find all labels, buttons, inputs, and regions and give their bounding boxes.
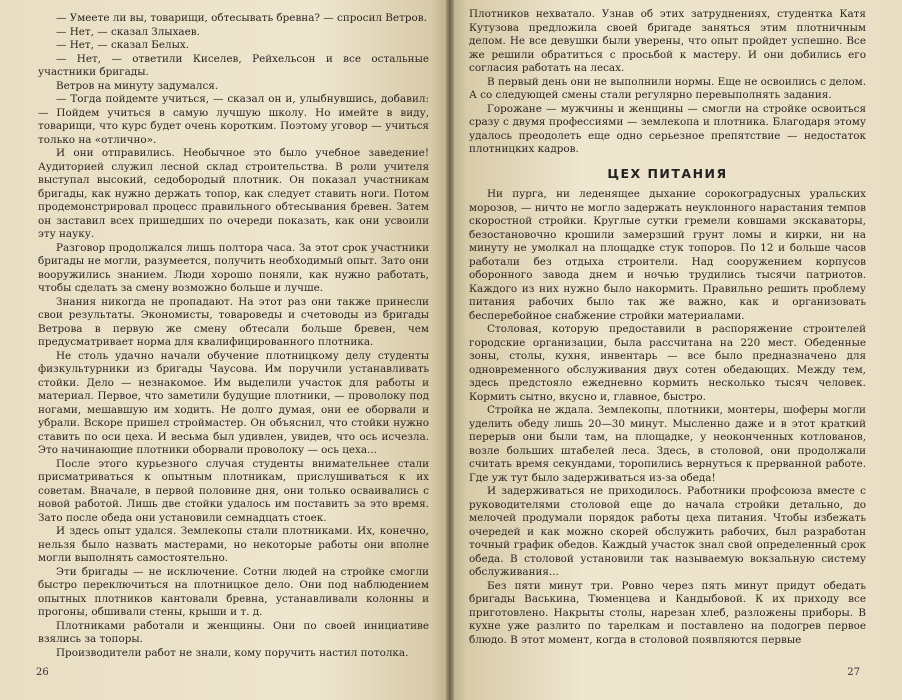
paragraph: Производители работ не знали, кому поручить настил потолка.	[56, 646, 409, 659]
paragraph: Горожане — мужчины и женщины — смогли на стройке освоиться сразу с двумя профессиями — землекопа и плотника. Благодаря этому удалось преодолеть еще одно серьезное препятствие — недостаток плотницких кадров.	[469, 102, 866, 155]
paragraph: — Тогда пойдемте учиться, — сказал он и, улыбнувшись, добавил: — Пойдем учиться в самую лучшую школу. Но имейте в виду, товарищи, что курс будет очень коротким. Поэтому уговор — учиться только на «отлично».	[38, 93, 429, 146]
right-page-text	[469, 8, 866, 647]
paragraph: И они отправились. Необычное это было учебное заведение! Аудиторией служил лесной склад строительства. В роли учителя выступал высокий, седобородый плотник. Он показал участникам бригады, как нужно держать топор, как следует ставить ноги. Потом продемонстрировал процесс правильного обтесывания бревен. Затем он заставил всех пришедших по очереди показать, как они усвоили эту науку.	[38, 147, 429, 240]
paragraph: — Нет, — сказал Белых.	[56, 39, 190, 51]
paragraph: Плотниками работали и женщины. Они по своей инициативе взялись за топоры.	[38, 619, 429, 645]
paragraph: Столовая, которую предоставили в распоряжение строителей городские организации, была рассчитана на 220 мест. Обеденные зоны, столы, кухня, инвентарь — все было предназначено для одновременного обслуживания двух сотен обедающих. Между тем, здесь предстояло ежедневно кормить несколько тысяч человек. Кормить сытно, вкусно и, главное, быстро.	[469, 323, 866, 403]
paragraph: Без пяти минут три. Ровно через пять минут придут обедать бригады Васькина, Тюменцева и Кандыбовой. К их приходу все приготовлено. Накрыты столы, нарезан хлеб, разложены приборы. В кухне уже разлито по тарелкам и поставлено на подогрев первое блюдо. В этот момент, когда в столовой появляются первые	[469, 579, 866, 646]
paragraph: Плотников нехватало. Узнав об этих затруднениях, студентка Катя Кутузова предложила своей бригаде заняться этим плотничным делом. Не все девушки были уверены, что опыт пройдет успешно. Все же решили обратиться с просьбой к мастеру. И они добились его согласия работать на лесах.	[469, 8, 866, 74]
paragraph: — Умеете ли вы, товарищи, обтесывать бревна? — спросил Ветров.	[56, 12, 427, 24]
page-number: 26	[36, 667, 49, 678]
paragraph: Разговор продолжался лишь полтора часа. За этот срок участники бригады не могли, разумеется, получить необходимый опыт. Зато они вооружились знанием. Люди хорошо поняли, как нужно работать, чтобы сделать за смену возможно больше и лучше.	[38, 241, 429, 294]
left-page-text	[38, 12, 429, 660]
paragraph: Стройка не ждала. Землекопы, плотники, монтеры, шоферы могли уделить обеду лишь 20—30 минут. Мысленно даже и в этот краткий перерыв они были там, на площадке, у неоконченных котлованов, возле больших штабелей леса. Здесь, в столовой, они продолжали считать время секундами, торопились вернуться к прерванной работе. Где уж тут было задерживаться из-за обеда!	[469, 404, 866, 484]
paragraph: И задерживаться не приходилось. Работники профсоюза вместе с руководителями столовой еще до начала стройки детально, до мелочей продумали порядок работы цеха питания. Чтобы избежать очередей и как можно скорей обслужить рабочих, был разработан точный график обедов. Каждый участок знал свой определенный срок обеда. В столовой установили так называемую вокзальную систему обслуживания...	[469, 485, 866, 578]
paragraph: После этого курьезного случая студенты внимательнее стали присматриваться к опытным плотникам, прислушиваться к их советам. Вначале, в первой половине дня, они только осваивались с новой работой. Лишь две стойки удалось им поставить за это время. Зато после обеда они установили семнадцать стоек.	[38, 457, 429, 524]
left-page	[0, 0, 449, 700]
right-page	[449, 0, 902, 700]
page-number: 27	[847, 667, 860, 678]
paragraph: — Нет, — ответили Киселев, Рейхельсон и все остальные участники бригады.	[38, 52, 429, 78]
paragraph: Знания никогда не пропадают. На этот раз они также принесли свои результаты. Экономисты, товароведы и счетоводы из бригады Ветрова в первую же смену обтесали больше бревен, чем предусматривает норма для квалифицированного плотника.	[38, 295, 429, 348]
section-heading: ЦЕХ ПИТАНИЯ	[607, 165, 728, 181]
paragraph: — Нет, — сказал Злыхаев.	[56, 25, 200, 38]
paragraph: Ветров на минуту задумался.	[56, 79, 219, 92]
paragraph: В первый день они не выполнили нормы. Еще не освоились с делом. А со следующей смены стали регулярно перевыполнять задания.	[469, 75, 866, 101]
paragraph: Ни пурга, ни леденящее дыхание сорокоградусных уральских морозов, — ничто не могло задержать неуклонного нарастания темпов скоростной стройки. Круглые сутки гремели ковшами экскаваторы, безостановочно крошили замерзший грунт ломы и кирки, ни на минуту не умолкал на площадке стук топоров. По 12 и больше часов работали без отдыха строители. Над сооружением корпусов оборонного завода днем и ночью трудились тысячи патриотов. Каждого из них нужно было накормить. Правильно решить проблему питания рабочих было так же важно, как и организовать бесперебойное снабжение стройки материалами.	[469, 188, 866, 322]
paragraph: Не столь удачно начали обучение плотницкому делу студенты физкультурники из бригады Чаусова. Им поручили устанавливать стойки. Дело — незнакомое. Им выделили участок для работы и материал. Первое, что заметили будущие плотники, — проволоку под ногами, мешавшую им ходить. Не долго думая, они ее оборвали и убрали. Вскоре пришел строймастер. Он объяснил, что стойки нужно ставить по оси цеха. И весьма был удивлен, увидев, что ось исчезла. Это начинающие плотники оборвали проволоку — ось цеха...	[38, 349, 429, 456]
paragraph: Эти бригады — не исключение. Сотни людей на стройке смогли быстро переключиться на плотницкое дело. Они под наблюдением опытных плотников кантовали бревна, устанавливали колонны и прогоны, обшивали стены, крыши и т. д.	[38, 565, 429, 618]
book-gutter	[446, 0, 454, 700]
paragraph: И здесь опыт удался. Землекопы стали плотниками. Их, конечно, нельзя было назвать мастерами, но некоторые работы они вполне могли выполнять самостоятельно.	[38, 525, 429, 564]
